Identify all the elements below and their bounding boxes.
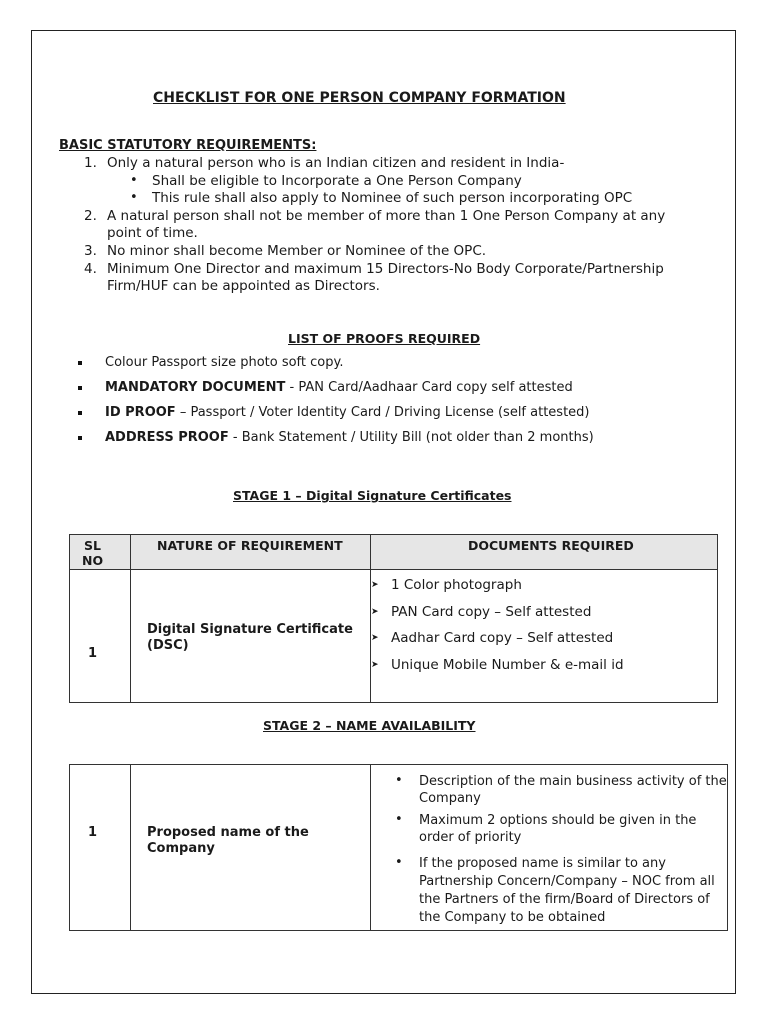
arrow-bullet-icon: ➤ <box>371 580 379 590</box>
list-item: Only a natural person who is an Indian citizen and resident in India- <box>107 155 565 171</box>
page-title: CHECKLIST FOR ONE PERSON COMPANY FORMATION <box>153 90 566 106</box>
cell-nature: Digital Signature Certificate (DSC) <box>131 570 371 703</box>
basic-requirements-heading: BASIC STATUTORY REQUIREMENTS: <box>59 138 317 153</box>
list-number: 3. <box>84 243 97 259</box>
list-item-continued: Firm/HUF can be appointed as Directors. <box>107 278 380 294</box>
header-documents: DOCUMENTS REQUIRED <box>371 535 718 570</box>
header-sl-no: SL NO <box>70 535 131 570</box>
arrow-bullet-icon: ➤ <box>371 607 379 617</box>
sub-list-item: Shall be eligible to Incorporate a One Person Company <box>152 173 522 189</box>
bullet-icon: • <box>395 855 403 870</box>
arrow-bullet-icon: ➤ <box>371 633 379 643</box>
stage1-table <box>69 534 718 703</box>
proof-item: MANDATORY DOCUMENT - PAN Card/Aadhaar Card copy self attested <box>105 380 573 395</box>
document-item: Unique Mobile Number & e-mail id <box>391 657 624 673</box>
list-number: 1. <box>84 155 97 171</box>
cell-sl: 1 <box>70 765 131 931</box>
arrow-bullet-icon: ➤ <box>371 660 379 670</box>
bullet-icon: • <box>395 812 403 827</box>
square-bullet-icon <box>78 361 82 365</box>
list-item-continued: point of time. <box>107 225 198 241</box>
cell-documents <box>371 765 728 931</box>
document-item: Maximum 2 options should be given in the order of priority <box>419 813 697 845</box>
bullet-icon: • <box>130 173 138 188</box>
sub-list-item: This rule shall also apply to Nominee of such person incorporating OPC <box>152 190 633 206</box>
document-item: 1 Color photograph <box>391 577 522 593</box>
proof-item: Colour Passport size photo soft copy. <box>105 355 344 370</box>
proof-item: ID PROOF – Passport / Voter Identity Card / Driving License (self attested) <box>105 405 590 420</box>
list-number: 2. <box>84 208 97 224</box>
square-bullet-icon <box>78 436 82 440</box>
proofs-heading: LIST OF PROOFS REQUIRED <box>288 331 481 346</box>
list-number: 4. <box>84 261 97 277</box>
cell-sl: 1 <box>70 570 131 703</box>
document-item: If the proposed name is similar to any Partnership Concern/Company – NOC from all the Partners of the firm/Board of Directors of the Company to be obtained <box>419 856 715 925</box>
list-item: A natural person shall not be member of more than 1 One Person Company at any <box>107 208 666 224</box>
document-item: Description of the main business activity of the Company <box>419 774 727 806</box>
square-bullet-icon <box>78 386 82 390</box>
stage2-heading: STAGE 2 – NAME AVAILABILITY <box>263 718 476 733</box>
list-item: Minimum One Director and maximum 15 Directors-No Body Corporate/Partnership <box>107 261 664 277</box>
table-row <box>70 570 718 703</box>
stage1-heading: STAGE 1 – Digital Signature Certificates <box>233 488 512 503</box>
document-item: PAN Card copy – Self attested <box>391 604 592 620</box>
table-row <box>70 765 728 931</box>
bullet-icon: • <box>130 190 138 205</box>
square-bullet-icon <box>78 411 82 415</box>
header-nature: NATURE OF REQUIREMENT <box>131 535 371 570</box>
cell-documents <box>371 570 718 703</box>
document-item: Aadhar Card copy – Self attested <box>391 630 614 646</box>
cell-nature: Proposed name of the Company <box>131 765 371 931</box>
stage2-table <box>69 764 728 931</box>
bullet-icon: • <box>395 773 403 788</box>
list-item: No minor shall become Member or Nominee of the OPC. <box>107 243 487 259</box>
proof-item: ADDRESS PROOF - Bank Statement / Utility Bill (not older than 2 months) <box>105 430 594 445</box>
